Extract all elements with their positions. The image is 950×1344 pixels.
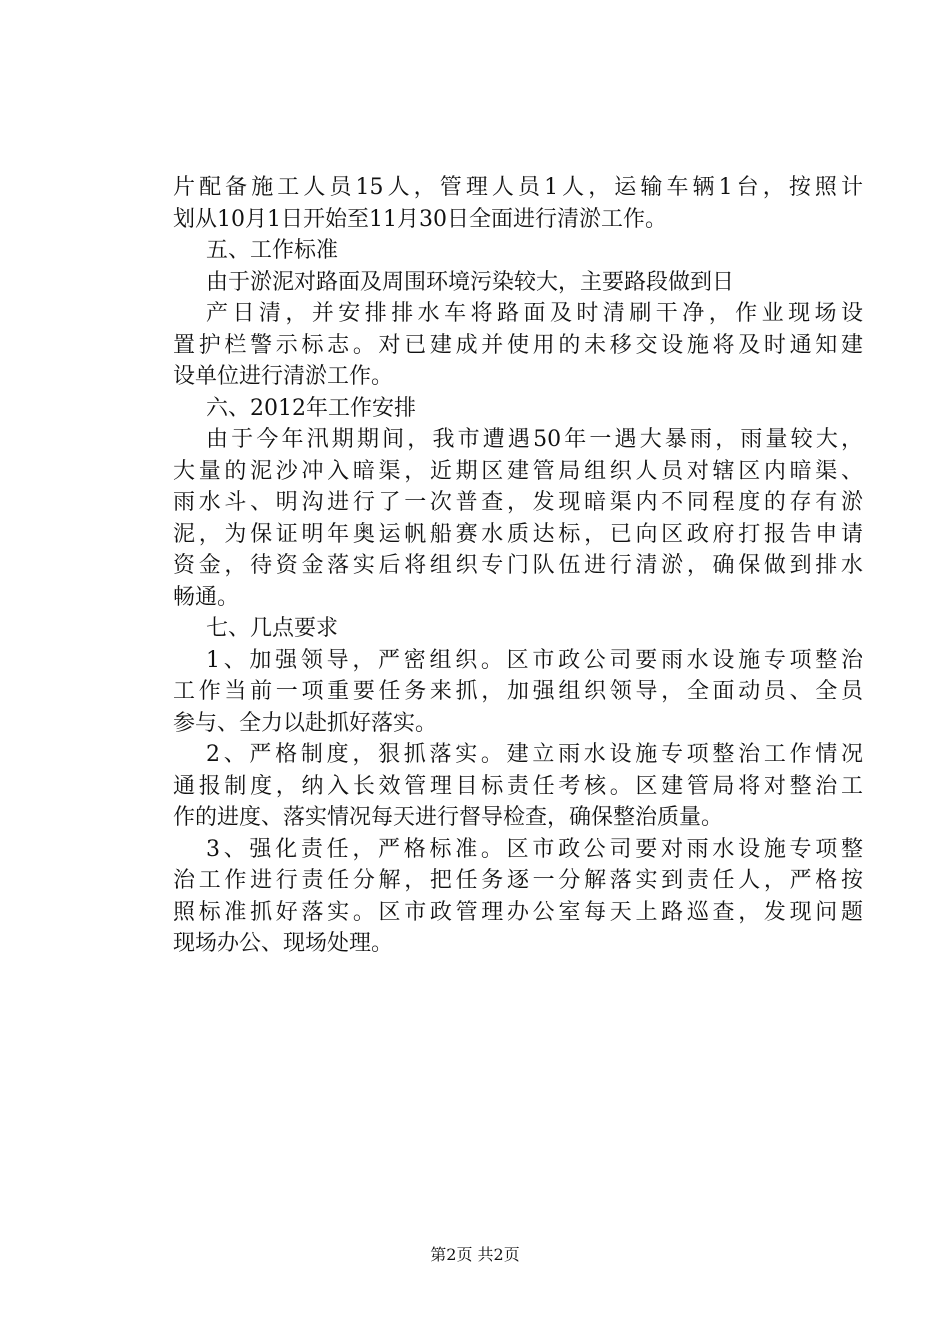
text-line: 2、严格制度，狠抓落实。建立雨水设施专项整治工作情况 xyxy=(206,742,863,767)
page-number-label: 第2页 共2页 xyxy=(430,1245,520,1264)
text-line: 大量的泥沙冲入暗渠，近期区建管局组织人员对辖区内暗渠、 xyxy=(173,458,863,484)
text-line: 通报制度，纳入长效管理目标责任考核。区建管局将对整治工 xyxy=(173,773,863,799)
text-line: 畅通。 xyxy=(173,584,240,610)
text-line: 产日清，并安排排水车将路面及时清刷干净，作业现场设 xyxy=(206,301,863,326)
text-line: 3、强化责任，严格标准。区市政公司要对雨水设施专项整 xyxy=(206,836,863,862)
text-line: 现场办公、现场处理。 xyxy=(173,931,394,956)
section-heading: 七、几点要求 xyxy=(206,616,339,641)
section-heading: 六、2012年工作安排 xyxy=(206,395,416,421)
text-line: 1、加强领导，严密组织。区市政公司要雨水设施专项整治 xyxy=(206,647,863,673)
text-line: 资金，待资金落实后将组织专门队伍进行清淤，确保做到排水 xyxy=(173,553,863,578)
text-line: 泥，为保证明年奥运帆船赛水质达标，已向区政府打报告申请 xyxy=(173,521,863,547)
text-line: 由于淤泥对路面及周围环境污染较大，主要路段做到日 xyxy=(206,269,735,295)
document-body xyxy=(173,172,863,960)
text-line: 由于今年汛期期间，我市遭遇50年一遇大暴雨，雨量较大， xyxy=(206,427,863,452)
section-heading: 五、工作标准 xyxy=(206,238,339,263)
text-line: 置护栏警示标志。对已建成并使用的未移交设施将及时通知建 xyxy=(173,332,863,358)
text-line: 工作当前一项重要任务来抓，加强组织领导，全面动员、全员 xyxy=(173,679,863,704)
page-footer xyxy=(0,1243,950,1267)
text-line: 设单位进行清淤工作。 xyxy=(173,364,394,389)
text-line: 照标准抓好落实。区市政管理办公室每天上路巡查，发现问题 xyxy=(173,899,863,925)
text-line: 雨水斗、明沟进行了一次普查，发现暗渠内不同程度的存有淤 xyxy=(173,490,863,515)
text-line: 参与、全力以赴抓好落实。 xyxy=(173,710,438,736)
text-line: 治工作进行责任分解，把任务逐一分解落实到责任人，严格按 xyxy=(173,868,863,893)
text-line: 划从10月1日开始至11月30日全面进行清淤工作。 xyxy=(173,206,667,232)
text-line: 片配备施工人员15人，管理人员1人，运输车辆1台，按照计 xyxy=(173,175,863,200)
text-line: 作的进度、落实情况每天进行督导检查，确保整治质量。 xyxy=(173,805,724,830)
